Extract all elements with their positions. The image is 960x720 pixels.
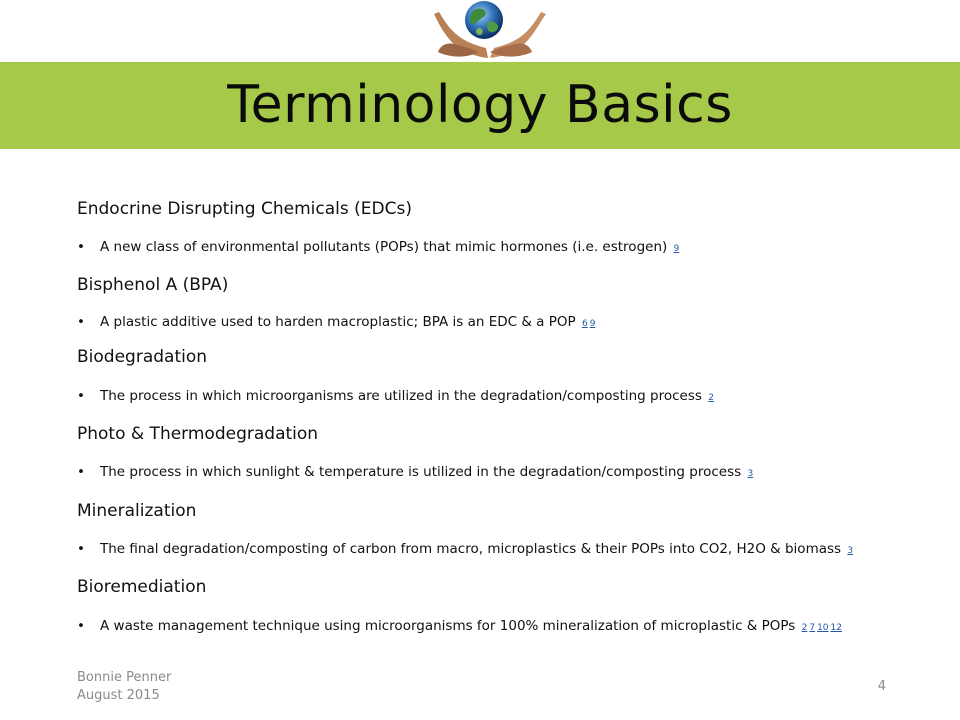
presentation-date: August 2015 xyxy=(77,688,160,703)
bullet-biodegradation xyxy=(77,388,714,404)
reference-link[interactable]: 10 xyxy=(817,623,829,633)
reference-link[interactable]: 3 xyxy=(847,546,854,556)
bullet-text: The final degradation/composting of carbon from macro, microplastics & their POPs into CO2, H2O & biomass xyxy=(100,541,842,557)
reference-link[interactable]: 12 xyxy=(830,623,842,633)
reference-link[interactable]: 9 xyxy=(673,244,680,254)
bullet-dot-icon: • xyxy=(77,618,85,634)
bullet-dot-icon: • xyxy=(77,239,85,255)
reference-link[interactable]: 9 xyxy=(589,319,596,329)
reference-link[interactable]: 2 xyxy=(708,393,714,403)
author-name: Bonnie Penner xyxy=(77,670,172,685)
bullet-photo-thermodegradation xyxy=(77,464,753,480)
heading-edcs: Endocrine Disrupting Chemicals (EDCs) xyxy=(77,199,412,219)
bullet-dot-icon: • xyxy=(77,314,85,330)
bullet-text: The process in which microorganisms are utilized in the degradation/composting process xyxy=(100,388,702,404)
bullet-dot-icon: • xyxy=(77,541,85,557)
bullet-dot-icon: • xyxy=(77,464,85,480)
footer-author xyxy=(77,669,171,705)
heading-biodegradation: Biodegradation xyxy=(77,347,208,367)
reference-link[interactable]: 2 xyxy=(801,623,808,633)
heading-mineralization: Mineralization xyxy=(77,501,197,521)
bullet-text: A waste management technique using microorganisms for 100% mineralization of microplastic & POPs xyxy=(100,618,796,634)
bullet-text: The process in which sunlight & temperature is utilized in the degradation/composting process xyxy=(100,464,742,480)
slide-content xyxy=(77,0,937,720)
reference-link[interactable]: 6 xyxy=(581,319,588,329)
heading-bpa: Bisphenol A (BPA) xyxy=(77,275,229,295)
bullet-text: A plastic additive used to harden macroplastic; BPA is an EDC & a POP xyxy=(100,314,576,330)
reference-link[interactable]: 7 xyxy=(809,623,816,633)
bullet-mineralization xyxy=(77,541,853,557)
bullet-edcs xyxy=(77,239,679,255)
bullet-text: A new class of environmental pollutants (POPs) that mimic hormones (i.e. estrogen) xyxy=(100,239,668,255)
bullet-bioremediation xyxy=(77,618,842,634)
slide-title: Terminology Basics xyxy=(227,75,733,135)
heading-photo-thermodegradation: Photo & Thermodegradation xyxy=(77,424,319,444)
bullet-bpa xyxy=(77,314,595,330)
bullet-dot-icon: • xyxy=(77,388,85,404)
reference-link[interactable]: 3 xyxy=(747,469,754,479)
heading-bioremediation: Bioremediation xyxy=(77,577,207,597)
page-number: 4 xyxy=(877,679,886,694)
